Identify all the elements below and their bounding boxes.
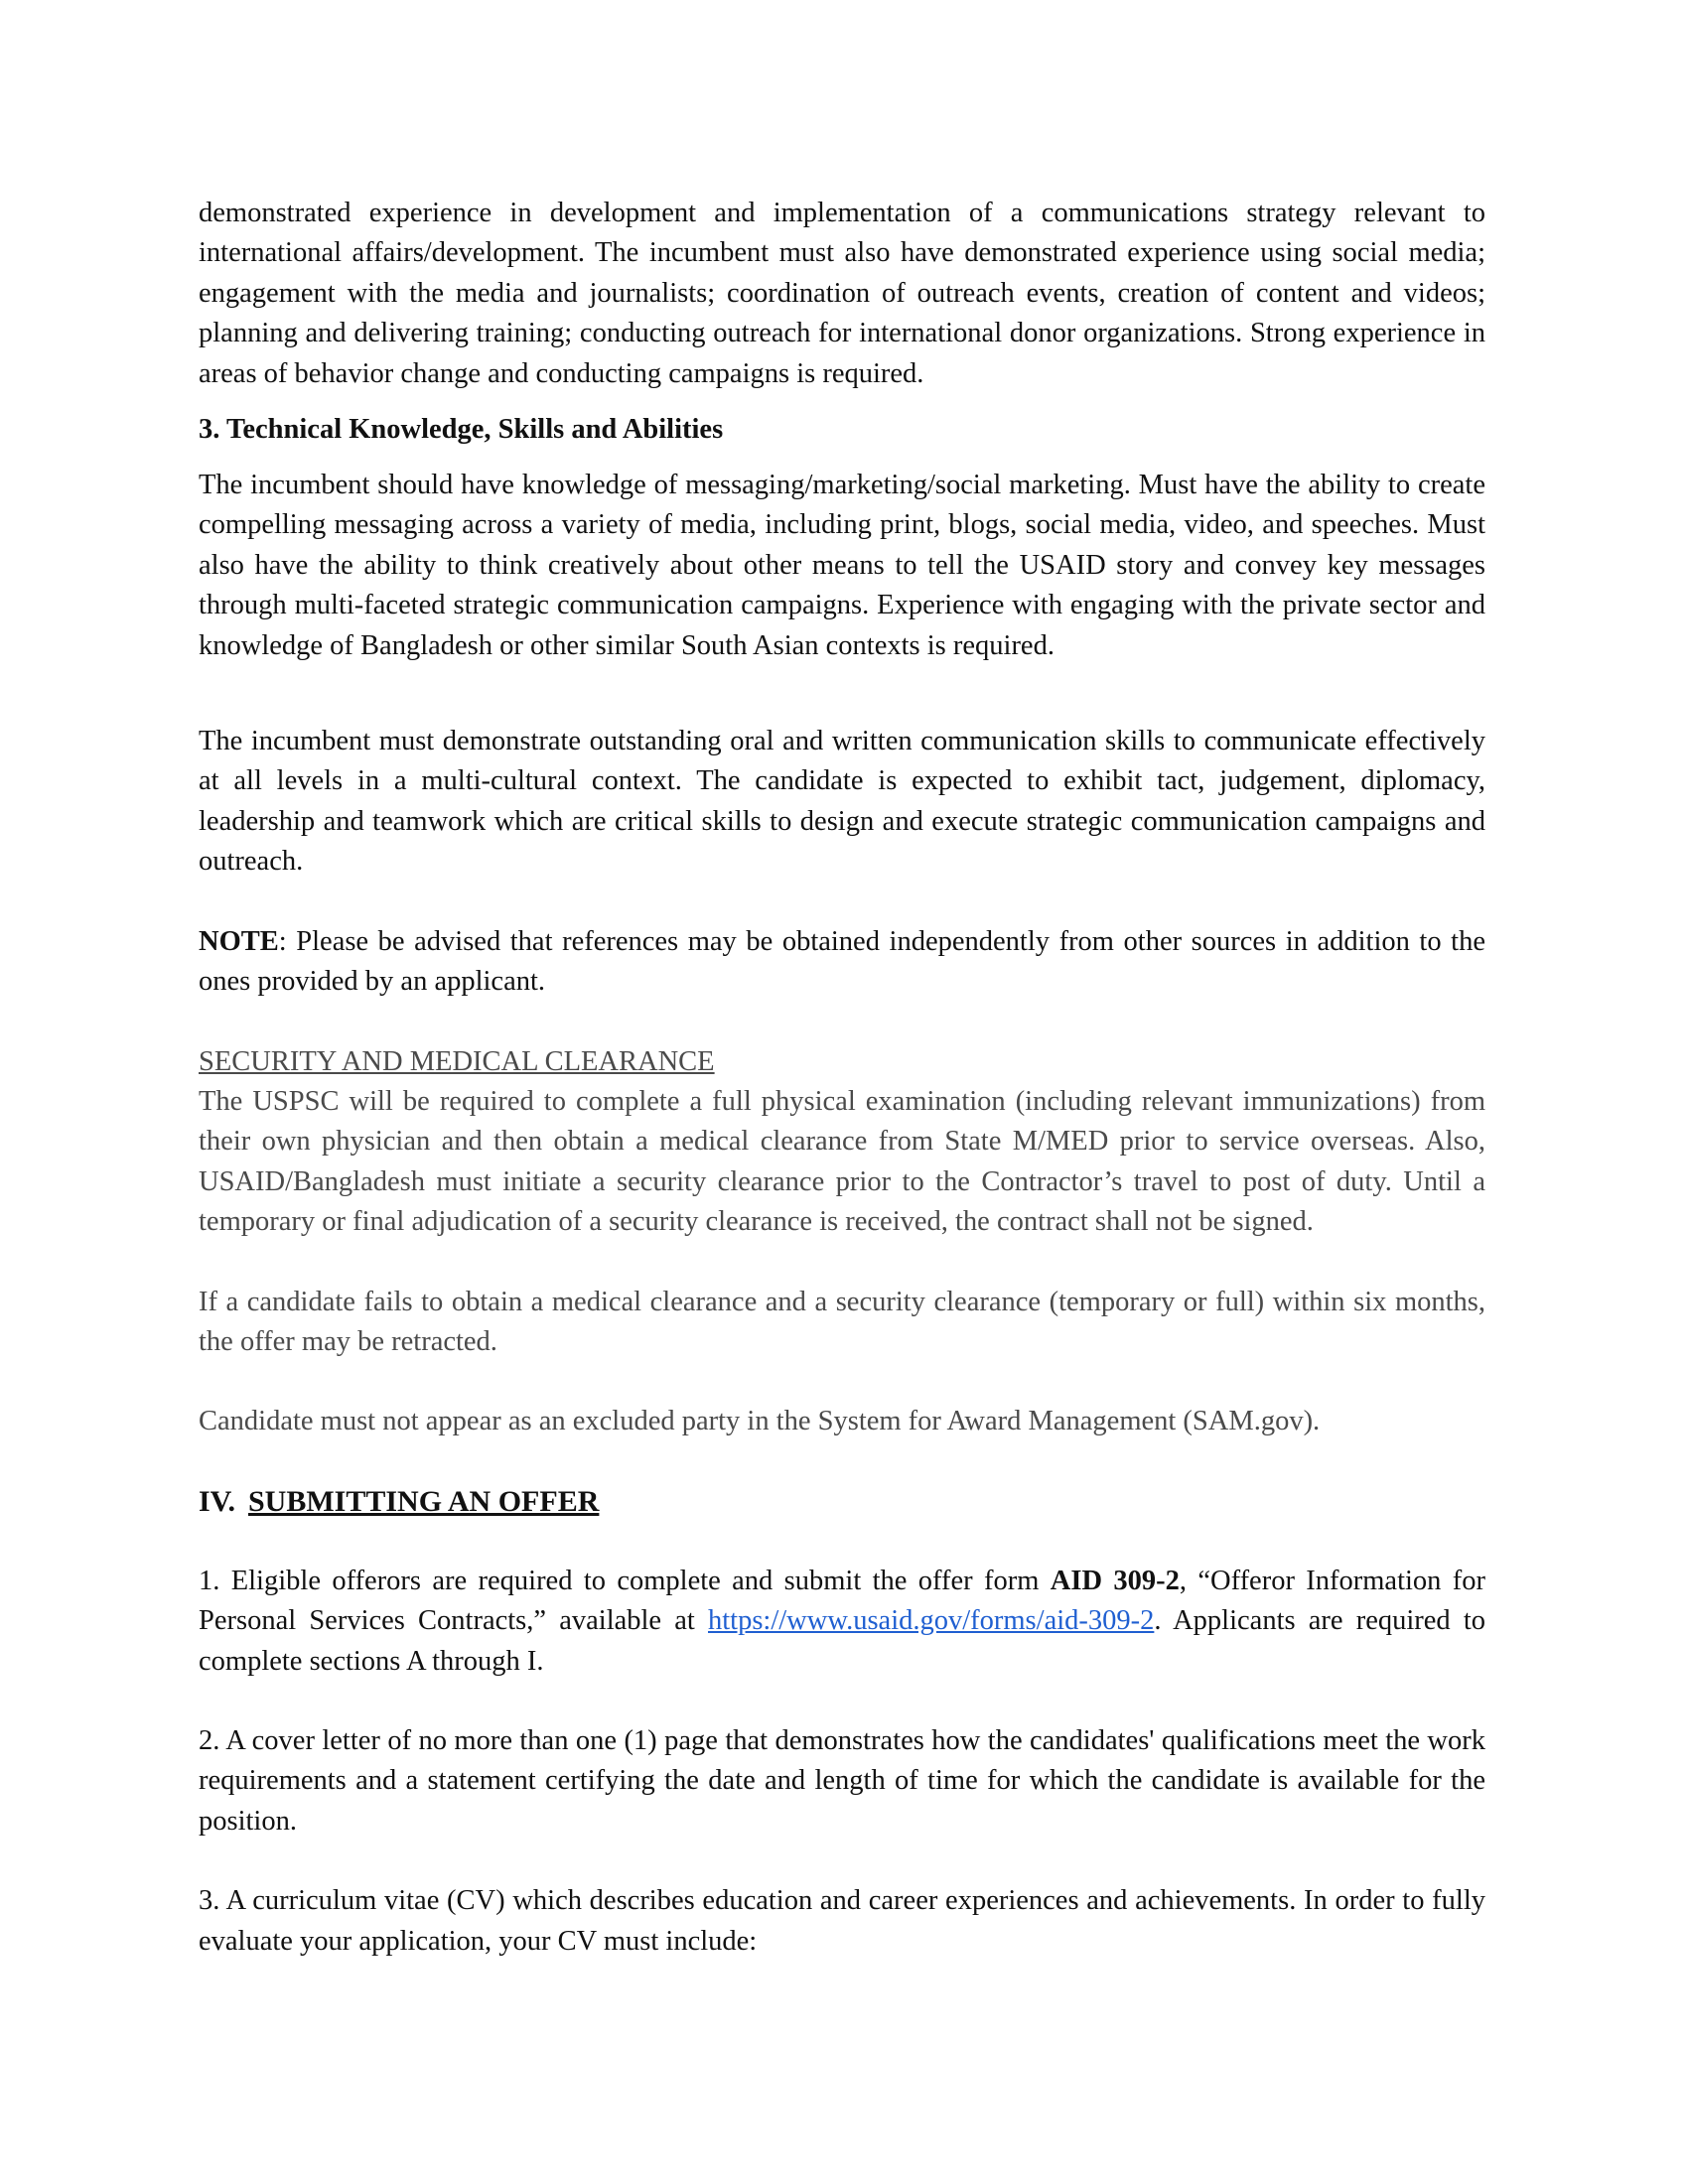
security-heading: SECURITY AND MEDICAL CLEARANCE xyxy=(199,1045,715,1077)
sam-paragraph: Candidate must not appear as an excluded party in the System for Award Management (SAM.gov). xyxy=(199,1406,1321,1437)
note-text: : Please be advised that references may be obtained independently from other sources in addition to the ones provided by an applicant. xyxy=(199,925,1485,998)
experience-paragraph: demonstrated experience in development and implementation of a communications strategy relevant to international affairs/development. The incumbent must also have demonstrated experience using social media; engagement with the media and journalists; coordination of outreach events, creation of content and videos; planning and delivering training; conducting outreach for international donor organizations. Strong experience in areas of behavior change and conducting campaigns is required. xyxy=(199,198,1485,389)
document-page xyxy=(199,194,1485,1962)
section-iv-heading xyxy=(199,1482,1485,1522)
aid-309-2-link[interactable]: https://www.usaid.gov/forms/aid-309-2 xyxy=(708,1605,1155,1637)
note-label: NOTE xyxy=(199,925,279,957)
offer-item-2: 2. A cover letter of no more than one (1) page that demonstrates how the candidates' qualifications meet the work requirements and a statement certifying the date and length of time for which the candidate is available for the position. xyxy=(199,1724,1485,1837)
form-name: AID 309-2 xyxy=(1050,1565,1180,1596)
note-paragraph xyxy=(199,922,1485,1003)
offer-item-1: 1. Eligible offerors are required to complete and submit the offer form AID 309-2, “Offeror Information for Personal Services Contracts,” available at https://www.usaid.gov/forms/aid-309-2. Applicants are required to complete sections A through I. xyxy=(199,1565,1486,1677)
offer-item-3: 3. A curriculum vitae (CV) which describes education and career experiences and achievements. In order to fully evaluate your application, your CV must include: xyxy=(199,1885,1485,1957)
section-3-heading: 3. Technical Knowledge, Skills and Abilities xyxy=(199,414,724,446)
section-iv-number: IV. xyxy=(199,1484,235,1518)
section-iv-title: SUBMITTING AN OFFER xyxy=(248,1484,600,1518)
communication-paragraph: The incumbent must demonstrate outstanding oral and written communication skills to communicate effectively at all levels in a multi-cultural context. The candidate is expected to exhibit tact, judgement, diplomacy, leadership and teamwork which are critical skills to design and execute strategic communication campaigns and outreach. xyxy=(199,726,1485,878)
retraction-paragraph: If a candidate fails to obtain a medical clearance and a security clearance (temporary or full) within six months, the offer may be retracted. xyxy=(199,1286,1485,1357)
security-paragraph: The USPSC will be required to complete a full physical examination (including relevant immunizations) from their own physician and then obtain a medical clearance from State M/MED prior to service overseas. Also, USAID/Bangladesh must initiate a security clearance prior to the Contractor’s travel to post of duty. Until a temporary or final adjudication of a security clearance is received, the contract shall not be signed. xyxy=(199,1085,1485,1238)
skills-paragraph: The incumbent should have knowledge of messaging/marketing/social marketing. Must have the ability to create compelling messaging across a variety of media, including print, blogs, social media, video, and speeches. Must also have the ability to think creatively about other means to tell the USAID story and convey key messages through multi-faceted strategic communication campaigns. Experience with engaging with the private sector and knowledge of Bangladesh or other similar South Asian contexts is required. xyxy=(199,470,1485,661)
